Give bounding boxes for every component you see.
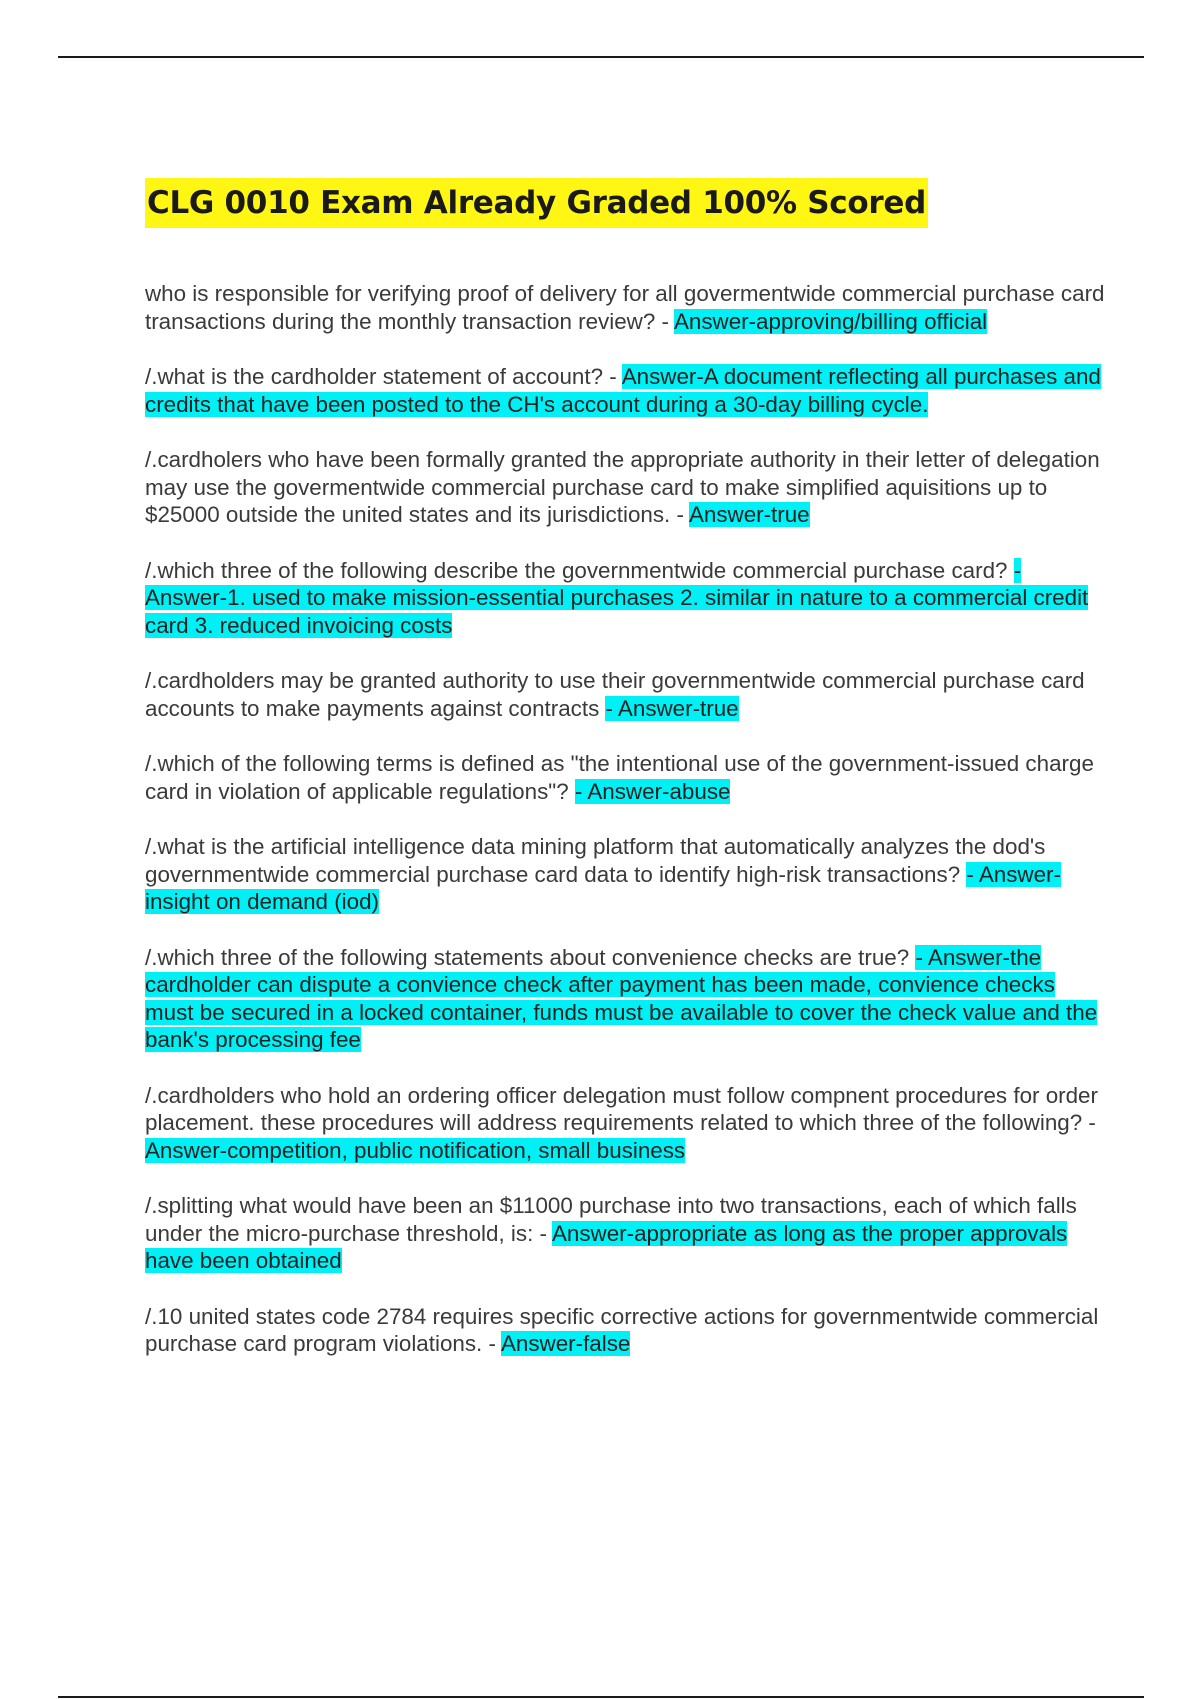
- bottom-rule: [58, 1696, 1144, 1698]
- answer-highlight: Answer-A document reflecting all purchases and credits that have been posted to the CH's account during a 30-day billing cycle.: [145, 364, 1101, 417]
- qa-list: [145, 280, 1105, 1358]
- answer-highlight: - Answer-1. used to make mission-essential purchases 2. similar in nature to a commercial credit card 3. reduced invoicing costs: [145, 557, 1089, 638]
- document-body: [145, 178, 1105, 1386]
- qa-item: [145, 750, 1105, 805]
- question-text: /.which three of the following statements about convenience checks are true?: [145, 944, 916, 970]
- qa-item: [145, 363, 1105, 418]
- answer-highlight: Answer-false: [500, 1331, 631, 1356]
- answer-highlight: Answer-true: [688, 502, 810, 527]
- answer-highlight: - Answer-abuse: [574, 778, 731, 804]
- answer-highlight: - Answer-true: [605, 695, 739, 721]
- question-text: /.which three of the following describe the governmentwide commercial purchase card?: [145, 557, 1014, 583]
- answer-highlight: Answer-approving/billing official: [673, 308, 988, 334]
- qa-item: [145, 944, 1105, 1054]
- question-text: /.10 united states code 2784 requires specific corrective actions for governmentwide commercial purchase card program violations. -: [145, 1303, 1099, 1356]
- qa-item: [145, 1303, 1105, 1358]
- question-text: /.cardholders may be granted authority to use their governmentwide commercial purchase card accounts to make payments against contracts: [145, 668, 1085, 721]
- answer-highlight: Answer-appropriate as long as the proper approvals have been obtained: [145, 1220, 1068, 1273]
- question-text: /.cardholers who have been formally granted the appropriate authority in their letter of delegation may use the govermentwide commercial purchase card to make simplified aquisitions up to $25000 outside the united states and its jurisdictions. -: [145, 447, 1100, 527]
- question-text: /.what is the cardholder statement of account? -: [145, 364, 622, 389]
- qa-item: [145, 557, 1105, 640]
- qa-item: [145, 833, 1105, 916]
- question-text: /.which of the following terms is defined as "the intentional use of the government-issued charge card in violation of applicable regulations"?: [145, 751, 1094, 804]
- answer-highlight: - Answer-insight on demand (iod): [145, 861, 1061, 914]
- question-text: /.cardholders who hold an ordering officer delegation must follow compnent procedures for order placement. these procedures will address requirements related to which three of the following? -: [145, 1082, 1098, 1135]
- qa-item: [145, 446, 1105, 529]
- answer-highlight: Answer-competition, public notification, small business: [145, 1137, 686, 1163]
- document-title: CLG 0010 Exam Already Graded 100% Scored: [145, 178, 928, 228]
- question-text: who is responsible for verifying proof of delivery for all govermentwide commercial purchase card transactions during the monthly transaction review? -: [145, 281, 1105, 334]
- qa-item: [145, 1192, 1105, 1275]
- top-rule: [58, 56, 1144, 58]
- qa-item: [145, 280, 1105, 335]
- qa-item: [145, 1082, 1105, 1165]
- question-text: /.splitting what would have been an $11000 purchase into two transactions, each of which falls under the micro-purchase threshold, is: -: [145, 1193, 1077, 1246]
- qa-item: [145, 667, 1105, 722]
- question-text: /.what is the artificial intelligence data mining platform that automatically analyzes the dod's governmentwide commercial purchase card data to identify high-risk transactions?: [145, 834, 1046, 887]
- answer-highlight: - Answer-the cardholder can dispute a convience check after payment has been made, convience checks must be secured in a locked container, funds must be available to cover the check value and the bank's processing fee: [145, 944, 1098, 1052]
